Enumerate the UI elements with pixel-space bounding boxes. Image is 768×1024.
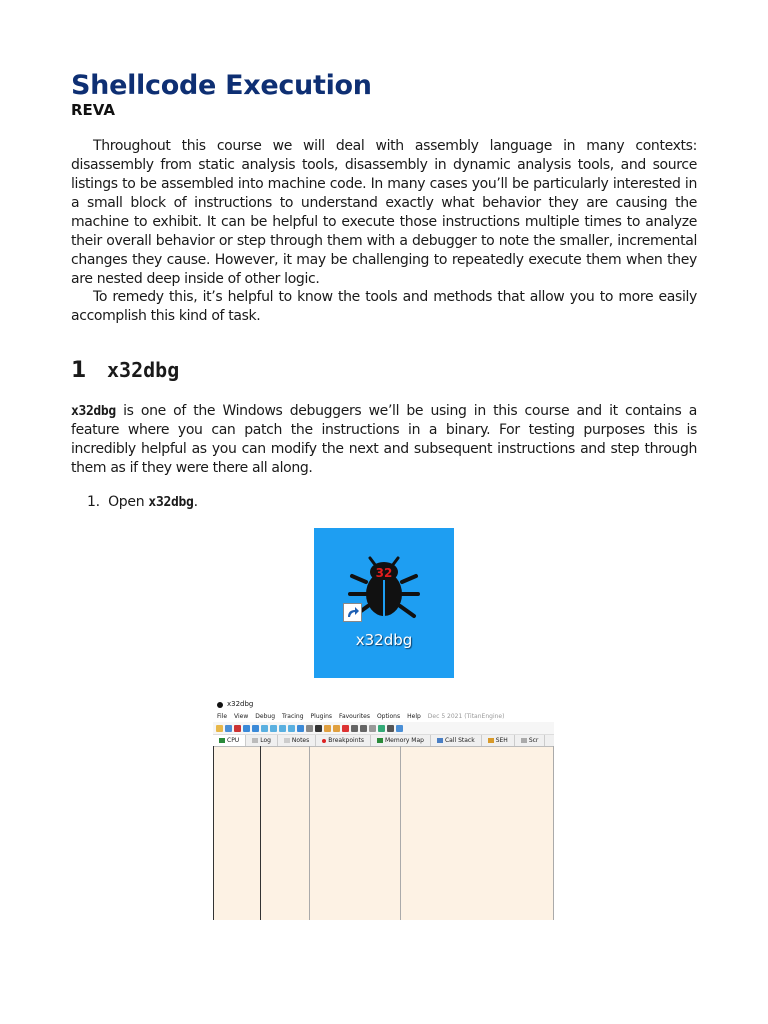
tab-memory-map[interactable]: Memory Map (371, 735, 431, 746)
tab-seh[interactable]: SEH (482, 735, 515, 746)
section-paragraph (71, 402, 697, 478)
step-text-end: . (193, 494, 198, 510)
patch-icon[interactable] (315, 725, 322, 732)
tab-script[interactable]: Scr (515, 735, 546, 746)
menu-favourites[interactable]: Favourites (339, 713, 370, 720)
pane-divider[interactable] (553, 746, 554, 920)
menu-bar (213, 711, 554, 722)
step-over-icon[interactable] (270, 725, 277, 732)
intro-paragraph: Throughout this course we will deal with assembly language in many contexts: disassembly from static analysis tools, disassembly in dynamic analysis tools, and source listings to be assembled into machine code. In many cases you’ll be particularly interested in a small block of instructions to understand exactly what behavior they are causing the machine to exhibit. It can be helpful to execute those instructions multiple times to analyze their overall behavior or step through them with a debugger to note the smaller, incremental changes they cause. However, it may be challenging to repeatedly execute them when they are nested deep inside of other logic. (71, 138, 697, 287)
pane-divider[interactable] (400, 746, 401, 920)
breakpoint-icon (322, 739, 326, 743)
run-icon[interactable] (243, 725, 250, 732)
step-text: Open (108, 494, 149, 510)
tab-log[interactable]: Log (246, 735, 278, 746)
menu-file[interactable]: File (217, 713, 228, 720)
step-number: 1. (87, 494, 100, 510)
preferences-icon[interactable] (387, 725, 394, 732)
menu-view[interactable]: View (234, 713, 249, 720)
tab-notes[interactable]: Notes (278, 735, 316, 746)
pane-divider[interactable] (213, 746, 214, 920)
window-title: x32dbg (227, 700, 254, 708)
memory-icon (377, 738, 383, 743)
pane-divider[interactable] (309, 746, 310, 920)
step-item (87, 494, 198, 510)
bookmark-icon[interactable] (342, 725, 349, 732)
icon-label: x32dbg (355, 631, 413, 649)
section-number: 1 (71, 358, 87, 383)
tool-name: x32dbg (71, 404, 116, 419)
icon-badge: 32 (375, 566, 393, 580)
section-heading (71, 358, 179, 383)
pane-divider[interactable] (260, 746, 261, 920)
strings-icon[interactable] (369, 725, 376, 732)
trace-over-icon[interactable] (288, 725, 295, 732)
tab-bar (213, 735, 554, 747)
debugger-window (213, 697, 554, 920)
menu-options[interactable]: Options (376, 713, 401, 720)
menu-plugins[interactable]: Plugins (310, 713, 333, 720)
cpu-icon (219, 738, 225, 743)
toolbar (213, 722, 554, 735)
document-subtitle: REVA (71, 101, 115, 119)
restart-icon[interactable] (225, 725, 232, 732)
intro-paragraph: To remedy this, it’s helpful to know the tools and methods that allow you to more easily accomplish this kind of task. (71, 289, 697, 324)
execute-till-return-icon[interactable] (297, 725, 304, 732)
section-paragraph-text: is one of the Windows debuggers we’ll be using in this course and it contains a feature where you can patch the instructions in a binary. For testing purposes this is incredibly helpful as you can modify the next and subsequent instructions and step through them as if they were there all along. (71, 403, 697, 476)
calculator-icon[interactable] (378, 725, 385, 732)
tab-cpu[interactable]: CPU (213, 735, 246, 746)
shortcut-arrow-icon (343, 603, 362, 622)
open-icon[interactable] (216, 725, 223, 732)
notes-icon (284, 738, 290, 743)
seh-icon (488, 738, 494, 743)
step-into-icon[interactable] (261, 725, 268, 732)
label-icon[interactable] (333, 725, 340, 732)
menu-help[interactable]: Help (407, 713, 421, 720)
menu-debug[interactable]: Debug (255, 713, 276, 720)
call-stack-icon (437, 738, 443, 743)
comment-icon[interactable] (324, 725, 331, 732)
help-icon[interactable] (396, 725, 403, 732)
menu-tracing[interactable]: Tracing (282, 713, 304, 720)
bug-icon (216, 700, 224, 708)
build-info: Dec 5 2021 (TitanEngine) (427, 713, 505, 720)
tab-call-stack[interactable]: Call Stack (431, 735, 482, 746)
run-to-user-code-icon[interactable] (306, 725, 313, 732)
window-titlebar (213, 697, 554, 711)
hash-icon[interactable] (360, 725, 367, 732)
document-title: Shellcode Execution (71, 70, 372, 101)
trace-icon[interactable] (279, 725, 286, 732)
tab-breakpoints[interactable]: Breakpoints (316, 735, 371, 746)
script-icon (521, 738, 527, 743)
function-icon[interactable] (351, 725, 358, 732)
step-tool-name: x32dbg (148, 495, 194, 510)
stop-icon[interactable] (234, 725, 241, 732)
x32dbg-desktop-icon[interactable] (314, 528, 454, 678)
pause-icon[interactable] (252, 725, 259, 732)
log-icon (252, 738, 258, 743)
section-title: x32dbg (107, 358, 180, 382)
